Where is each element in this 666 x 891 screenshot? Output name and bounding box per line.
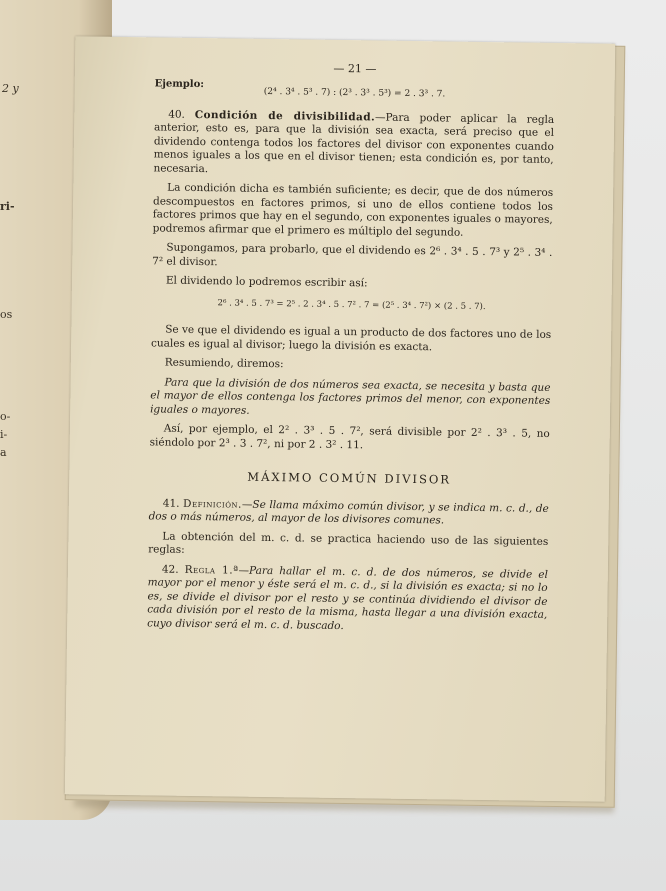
paragraph-rule: Para que la división de dos números sea exacta, se necesita y basta que el mayor de ellos contenga los factores primos del menor, con exponentes iguales o mayores. xyxy=(150,376,551,417)
paragraph-summary: Resumiendo, diremos: xyxy=(164,356,284,371)
left-page-fragment: os xyxy=(0,308,13,321)
section-41-text: —Se llama máximo común divisor, y se indica m. c. d., de dos o más números, al mayor de los divisores comunes. xyxy=(148,498,549,527)
example-formula: (2⁴ . 3⁴ . 5³ . 7) : (2³ . 3³ . 5³) = 2 . 3³ . 7. xyxy=(263,86,446,100)
page-content xyxy=(147,59,555,642)
paragraph-product: Se ve que el dividendo es igual a un producto de dos factores uno de los cuales es igual al divisor; luego la división es exacta. xyxy=(150,323,552,353)
section-41-label: Definición. xyxy=(183,497,243,511)
example-label: Ejemplo: xyxy=(154,77,205,90)
left-page-fragment: ri- xyxy=(0,200,15,213)
section-40-number: 40. xyxy=(168,108,186,121)
left-page-fragment: a xyxy=(0,446,7,459)
paragraph-rules-intro: La obtención del m. c. d. se practica haciendo uso de las siguientes reglas: xyxy=(148,530,549,556)
section-42-number: 42. xyxy=(161,563,179,576)
section-heading: MÁXIMO COMÚN DIVISOR xyxy=(247,469,452,487)
left-page-fragment: o- xyxy=(0,410,11,423)
section-42-text: —Para hallar el m. c. d. de dos números, se divide el mayor por el menor y éste será el m. c. d., si la división es exacta; si no lo es, se divide el divisor por el resto y se continúa dividiendo el divisor de cada división por el resto de la misma, hasta llegar a una división exacta, cuyo divisor será el m. c. d. buscado. xyxy=(147,564,548,632)
paragraph-suppose: Supongamos, para probarlo, que el dividendo es 2⁶ . 3⁴ . 5 . 7³ y 2⁵ . 3⁴ . 7² el divisor. xyxy=(152,241,553,268)
left-page-fragment: i- xyxy=(0,428,8,441)
paragraph-dividend: El dividendo lo podremos escribir así: xyxy=(165,274,368,290)
section-41-number: 41. xyxy=(162,497,180,510)
section-40-text: —Para poder aplicar la regla anterior, esto es, para que la división sea exacta, será preciso que el dividendo contenga todos los factores del divisor con exponentes cuando menos iguales a los que en el divisor tienen; esta condición es, por tanto, necesaria. xyxy=(153,110,555,175)
page-number: — 21 — xyxy=(333,61,377,76)
paragraph-sufficient: La condición dicha es también suficiente; es decir, que de dos números descompuestos en factores primos, si uno de ellos contiene todos los factores primos que hay en el segundo, con exponentes iguales o mayores, podremos afirmar que el primero es múltiplo del segundo. xyxy=(152,181,554,239)
section-42-label: Regla 1.ª xyxy=(184,563,239,577)
section-40-title: Condición de divisibilidad. xyxy=(194,108,376,123)
paragraph-example: Así, por ejemplo, el 2² . 3³ . 5 . 7², será divisible por 2² . 3³ . 5, no siéndolo por 2³ . 3 . 7², ni por 2 . 3² . 11. xyxy=(149,422,550,451)
left-page-fragment: 2 y xyxy=(2,82,19,95)
section-42 xyxy=(147,563,548,636)
section-40 xyxy=(153,108,554,181)
book-page xyxy=(65,36,616,801)
section-41 xyxy=(149,497,549,530)
dividend-formula: 2⁶ . 3⁴ . 5 . 7³ = 2⁵ . 2 . 3⁴ . 5 . 7² . 7 = (2⁵ . 3⁴ . 7²) × (2 . 5 . 7). xyxy=(217,297,486,312)
